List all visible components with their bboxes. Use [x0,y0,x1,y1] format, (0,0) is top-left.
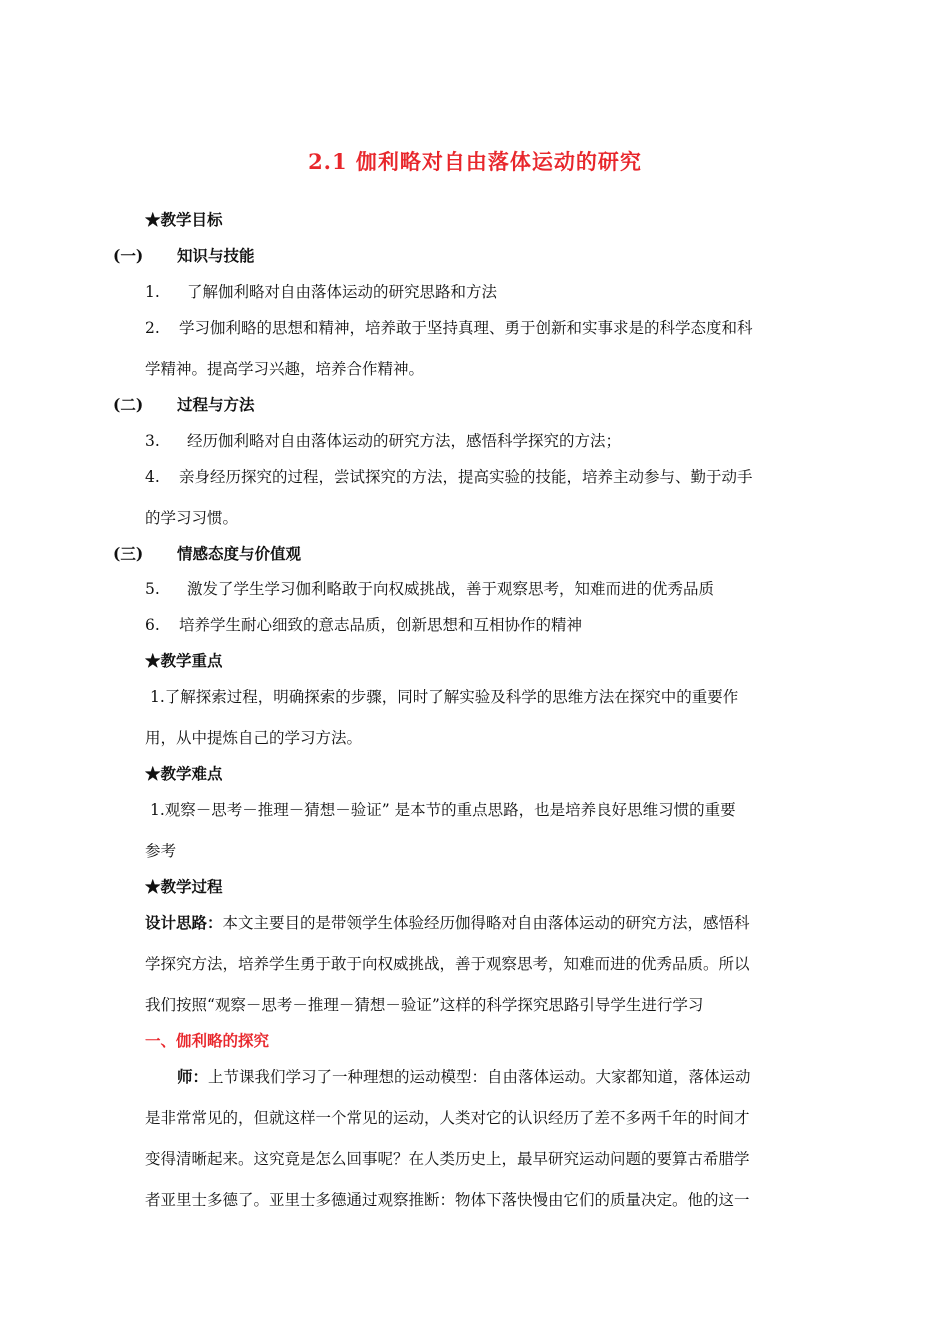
key-points-line: 1.了解探索过程，明确探索的步骤，同时了解实验及科学的思维方法在探究中的重要作 [150,688,739,706]
design-line [145,912,750,934]
page-title: 2.1 伽利略对自由落体运动的研究 [308,149,642,174]
list-item [145,578,714,600]
item-number: 4. [145,468,160,486]
difficulties-heading: ★教学难点 [145,764,223,783]
item-text: 激发了学生学习伽利略敢于向权威挑战，善于观察思考，知难而进的优秀品质 [187,580,715,598]
section-label: 知识与技能 [177,246,255,265]
body-text: 上节课我们学习了一种理想的运动模型：自由落体运动。大家都知道，落体运动 [208,1068,751,1086]
item-continuation: 学精神。提高学习兴趣，培养合作精神。 [145,360,425,378]
body-line: 者亚里士多德了。亚里士多德通过观察推断：物体下落快慢由它们的质量决定。他的这一 [145,1191,750,1209]
design-line: 我们按照“观察－思考－推理－猜想－验证”这样的科学探究思路引导学生进行学习 [145,996,704,1014]
design-text: 本文主要目的是带领学生体验经历伽得略对自由落体运动的研究方法，感悟科 [222,914,750,932]
process-heading: ★教学过程 [145,877,223,896]
objectives-heading: ★教学目标 [145,210,223,229]
difficulties-line: 1.观察－思考－推理－猜想－验证” 是本节的重点思路，也是培养良好思维习惯的重要 [150,801,736,819]
section-heading-1 [113,245,255,267]
list-item [145,614,582,636]
section-number: (三) [113,544,144,563]
item-continuation: 的学习习惯。 [145,509,239,527]
section-label: 过程与方法 [177,395,255,414]
section-label: 情感态度与价值观 [177,544,302,563]
item-text: 了解伽利略对自由落体运动的研究思路和方法 [187,283,498,301]
item-number: 2. [145,319,160,337]
section-number: (一) [113,246,144,265]
item-text: 培养学生耐心细致的意志品质，创新思想和互相协作的精神 [179,616,583,634]
item-number: 3. [145,432,160,450]
design-line: 学探究方法，培养学生勇于敢于向权威挑战，善于观察思考，知难而进的优秀品质。所以 [145,955,750,973]
item-text: 经历伽利略对自由落体运动的研究方法，感悟科学探究的方法； [187,432,622,450]
list-item [145,430,621,452]
body-line: 变得清晰起来。这究竟是怎么回事呢？在人类历史上，最早研究运动问题的要算古希腊学 [145,1150,750,1168]
list-item [145,317,753,339]
key-points-line: 用，从中提炼自己的学习方法。 [145,729,363,747]
list-item [145,281,497,303]
item-number: 6. [145,616,160,634]
item-number: 1. [145,283,160,301]
item-text: 亲身经历探究的过程，尝试探究的方法，提高实验的技能，培养主动参与、勤于动手 [179,468,753,486]
design-label: 设计思路： [145,913,223,932]
key-points-heading: ★教学重点 [145,651,223,670]
section-number: (二) [113,395,144,414]
section-heading-2 [113,394,255,416]
item-number: 5. [145,580,160,598]
section-heading-3 [113,543,301,565]
list-item [145,466,753,488]
body-line [177,1066,751,1088]
body-line: 是非常常见的，但就这样一个常见的运动，人类对它的认识经历了差不多两千年的时间才 [145,1109,750,1127]
item-text: 学习伽利略的思想和精神，培养敢于坚持真理、勇于创新和实事求是的科学态度和科 [179,319,753,337]
section1-heading: 一、伽利略的探究 [145,1031,270,1050]
difficulties-line: 参考 [145,842,177,860]
teacher-label: 师： [177,1067,209,1086]
